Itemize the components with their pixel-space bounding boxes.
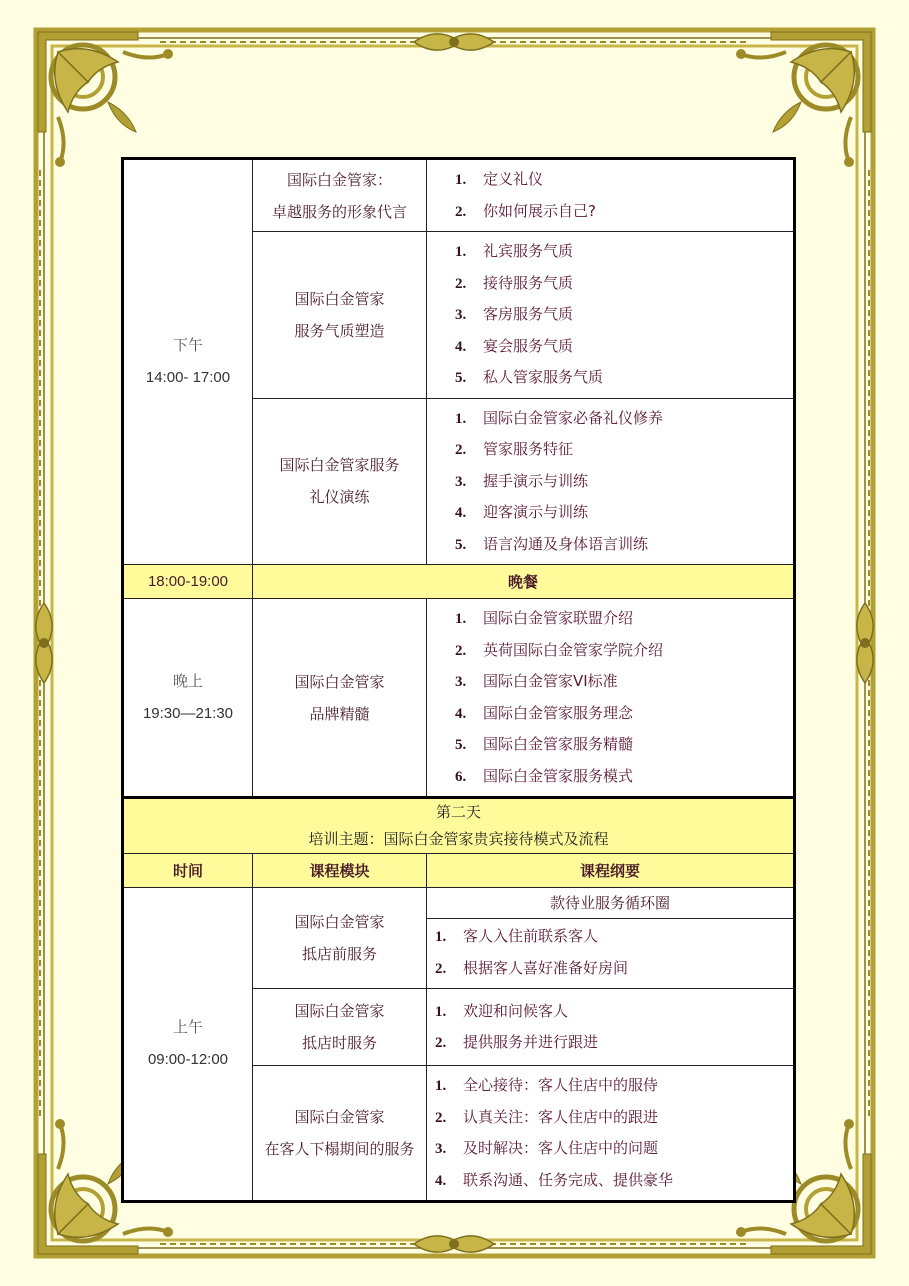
module-title-line: 服务气质塑造 xyxy=(294,321,385,340)
outline-cell xyxy=(427,599,795,798)
list-item: 2. 英荷国际白金管家学院介绍 xyxy=(455,640,664,659)
dinner-time: 18:00-19:00 xyxy=(123,565,253,599)
module-brand-essence xyxy=(253,599,427,798)
module-title-line: 国际白金管家 xyxy=(294,1108,385,1126)
outline-subtitle: 款待业服务循环圈 xyxy=(427,888,793,919)
module-image-ambassador xyxy=(253,159,427,232)
list-item: 1. 国际白金管家必备礼仪修养 xyxy=(455,408,664,427)
outline-cell xyxy=(427,888,795,989)
module-on-arrival xyxy=(253,989,427,1066)
module-title-line: 礼仪演练 xyxy=(309,488,370,507)
module-title-line: 国际白金管家 xyxy=(294,1002,385,1020)
list-item: 1. 客人入住前联系客人 xyxy=(435,927,599,945)
list-item: 1. 国际白金管家联盟介绍 xyxy=(455,609,634,627)
day2-title: 第二天 xyxy=(435,803,481,821)
header-time: 时间 xyxy=(123,854,253,888)
module-title-line: 国际白金管家 xyxy=(294,913,385,931)
list-item: 1. 欢迎和问候客人 xyxy=(435,1001,569,1020)
column-header-row xyxy=(123,854,795,888)
list-item: 5. 国际白金管家服务精髓 xyxy=(455,735,634,753)
list-item: 4. 国际白金管家服务理念 xyxy=(455,703,634,722)
module-title-line: 抵店前服务 xyxy=(301,945,377,963)
morning-time: 09:00-12:00 xyxy=(147,1051,229,1068)
day2-header xyxy=(123,798,795,854)
afternoon-row-1 xyxy=(123,159,795,232)
morning-period: 上午 xyxy=(172,1019,203,1036)
list-item: 6. 国际白金管家服务模式 xyxy=(455,766,634,785)
module-pre-arrival xyxy=(253,888,427,989)
outline-cell xyxy=(427,1066,795,1202)
outline-cell xyxy=(427,159,795,232)
module-title-line: 卓越服务的形象代言 xyxy=(271,202,407,221)
module-title-line: 国际白金管家 xyxy=(294,289,385,308)
list-item: 1. 礼宾服务气质 xyxy=(455,242,574,260)
evening-time-cell xyxy=(123,599,253,798)
header-outline: 课程纲要 xyxy=(427,854,795,888)
day2-header-row xyxy=(123,798,795,854)
evening-row xyxy=(123,599,795,798)
module-etiquette-drill xyxy=(253,398,427,565)
afternoon-time: 14:00- 17:00 xyxy=(145,369,231,386)
list-item: 2. 接待服务气质 xyxy=(455,273,574,292)
list-item: 2. 提供服务并进行跟进 xyxy=(435,1033,599,1051)
morning-row-1 xyxy=(123,888,795,989)
list-item: 3. 国际白金管家VI标准 xyxy=(455,672,618,690)
dinner-label: 晚餐 xyxy=(253,565,795,599)
header-module: 课程模块 xyxy=(253,854,427,888)
list-item: 2. 根据客人喜好准备好房间 xyxy=(435,958,629,977)
evening-time: 19:30—21:30 xyxy=(142,704,234,722)
morning-time-cell xyxy=(123,888,253,1202)
list-item: 5. 私人管家服务气质 xyxy=(455,368,604,386)
afternoon-time-cell xyxy=(123,159,253,565)
module-title-line: 国际白金管家服务 xyxy=(279,456,400,475)
outline-cell xyxy=(427,989,795,1066)
module-title-line: 国际白金管家： xyxy=(286,170,392,189)
course-schedule-table xyxy=(121,157,796,1203)
list-item: 2. 你如何展示自己? xyxy=(455,201,596,220)
list-item: 4. 联系沟通、任务完成、提供豪华 xyxy=(435,1170,674,1189)
module-during-stay xyxy=(253,1066,427,1202)
module-title-line: 品牌精髓 xyxy=(309,704,370,723)
module-title-line: 抵店时服务 xyxy=(301,1034,377,1052)
list-item: 3. 及时解决：客人住店中的问题 xyxy=(435,1139,659,1157)
list-item: 2. 管家服务特征 xyxy=(455,440,574,458)
afternoon-period: 下午 xyxy=(172,337,203,354)
module-title-line: 国际白金管家 xyxy=(294,672,385,691)
module-title-line: 在客人下榻期间的服务 xyxy=(264,1140,415,1158)
outline-cell xyxy=(427,232,795,399)
list-item: 3. 握手演示与训练 xyxy=(455,471,589,490)
dinner-row xyxy=(123,565,795,599)
list-item: 5. 语言沟通及身体语言训练 xyxy=(455,534,649,553)
list-item: 2. 认真关注：客人住店中的跟进 xyxy=(435,1107,659,1126)
list-item: 1. 全心接待：客人住店中的服侍 xyxy=(435,1076,659,1094)
module-temperament xyxy=(253,232,427,399)
list-item: 4. 迎客演示与训练 xyxy=(455,503,589,521)
list-item: 1. 定义礼仪 xyxy=(455,170,544,188)
outline-cell xyxy=(427,398,795,565)
day2-theme: 培训主题：国际白金管家贵宾接待模式及流程 xyxy=(308,830,609,848)
evening-period: 晚上 xyxy=(172,672,203,690)
list-item: 4. 宴会服务气质 xyxy=(455,336,574,355)
list-item: 3. 客房服务气质 xyxy=(455,305,574,323)
